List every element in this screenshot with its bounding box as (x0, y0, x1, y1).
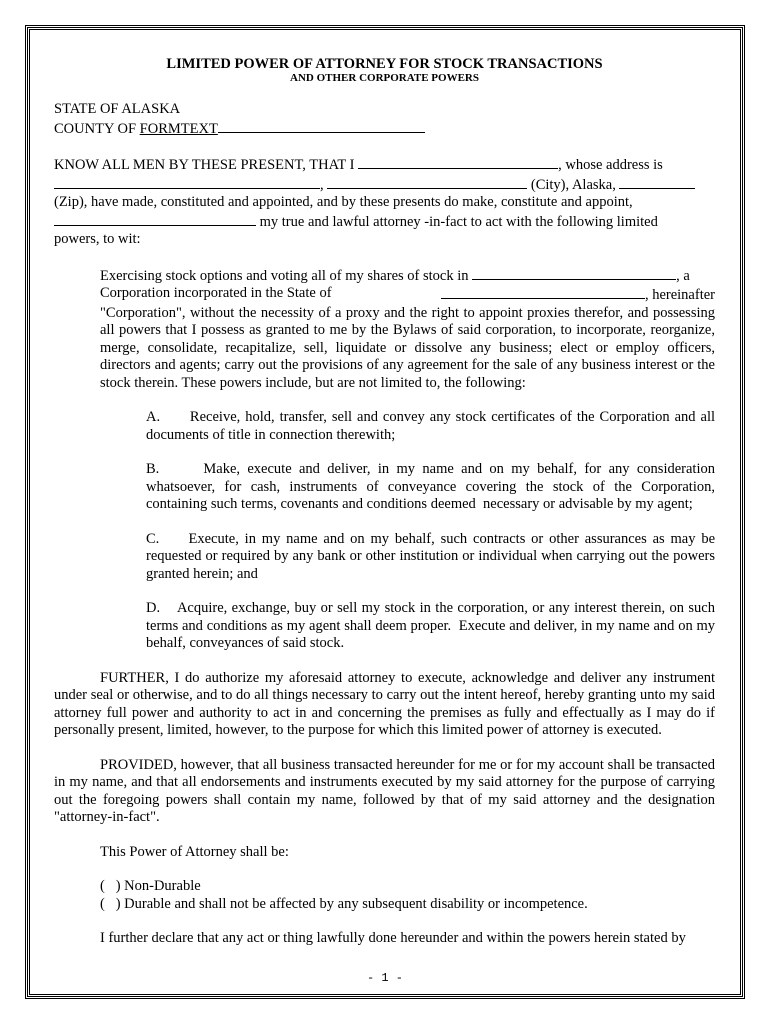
document-title: LIMITED POWER OF ATTORNEY FOR STOCK TRANSACTIONS (166, 56, 603, 72)
option-durable-label: ( ) Durable and shall not be affected by any subsequent disability or incompetence. (100, 895, 588, 912)
county-line (54, 119, 715, 139)
address-blank[interactable] (54, 175, 320, 189)
item-c: C. Execute, in my name and on my behalf, such contracts or other assurances as may be requested or required by any bank or other institution or individual when carrying out the powers granted herein; and (146, 530, 719, 582)
option-durable[interactable] (54, 896, 715, 914)
know-all-men-paragraph: KNOW ALL MEN BY THESE PRESENT, THAT I , whose address is , (City), Alaska, (Zip), have made, constituted and appointed, and by these presents do make, constitute and appoint, my true and lawful attorney -in-fact to act with the following limited powers, to wit: (54, 155, 715, 249)
this-power-line: This Power of Attorney shall be: (100, 843, 289, 860)
whose-address-text: , whose address is (558, 157, 663, 173)
corporation-name-blank[interactable] (472, 266, 676, 280)
option-non-durable-label: ( ) Non-Durable (100, 878, 201, 894)
know-lead: KNOW ALL MEN BY THESE PRESENT, THAT I (54, 157, 355, 173)
corp-line-end: , hereinafter (644, 287, 715, 303)
page-number: - 1 - (366, 971, 403, 985)
corp-line-start: Corporation incorporated in the State of (100, 285, 332, 301)
item-b: B. Make, execute and deliver, in my name and on my behalf, for any consideration whatsoever, for cash, instruments of conveyance covering the stock of the Corporation, containing such terms, covenants and conditions deemed necessary or advisable by my agent; (146, 461, 719, 512)
further-declare-line: I further declare that any act or thing lawfully done hereunder and within the powers herein stated by (100, 930, 686, 946)
city-alaska-text: (City), Alaska, (530, 176, 616, 193)
further-paragraph: FURTHER, I do authorize my aforesaid attorney to execute, acknowledge and deliver any instrument under seal or otherwise, and to do all things necessary to carry out the intent hereof, hereby granting unto my said attorney full power and authority to act in and concerning the premises as fully and effectually as I may do if personally present, limited, however, to the purpose for which this limited power of attorney is executed. (54, 669, 715, 738)
provided-paragraph: PROVIDED, however, that all business transacted hereunder for me or for my account shall be transacted in my name, and that all endorsements and instruments executed by my said attorney for the purpose of carrying out the foregoing powers shall contain my name, followed by that of my said attorney and the designation "attorney-in-fact". (54, 756, 715, 825)
zip-blank[interactable] (619, 175, 695, 189)
city-blank[interactable] (327, 175, 527, 189)
state-line: STATE OF ALASKA (54, 101, 181, 117)
county-field[interactable]: FORMTEXT (139, 120, 218, 137)
corp-a-text: , a (676, 267, 690, 284)
county-blank[interactable] (218, 119, 425, 133)
item-d: D. Acquire, exchange, buy or sell my stock in the corporation, or any interest therein, on such terms and conditions as my agent shall deem proper. Execute and deliver, in my name and on my behalf, conveyances of said stock. (146, 600, 719, 651)
option-non-durable[interactable] (54, 878, 715, 896)
corp-state-blank[interactable] (441, 285, 645, 299)
powers-text: powers, to wit: (54, 231, 141, 247)
corp-state-line (100, 285, 715, 305)
exercise-paragraph (54, 266, 715, 393)
attorney-text: my true and lawful attorney -in-fact to act with the following limited (259, 213, 658, 230)
corp-line-right (441, 285, 715, 305)
zip-text: (Zip), have made, constituted and appointed, and by these presents do make, constitute and appoint, (54, 194, 633, 210)
attorney-name-blank[interactable] (54, 212, 256, 226)
county-label: COUNTY OF (54, 120, 137, 137)
item-a: A. Receive, hold, transfer, sell and convey any stock certificates of the Corporation and all documents of title in connection therewith; (146, 409, 719, 443)
exercise-rest: "Corporation", without the necessity of a proxy and the right to appoint proxies therefor, and possessing all powers that I possess as granted to me by the Bylaws of said corporation, to incorporate, reorganize, merge, consolidate, recapitalize, sell, liquidate or dissolve any business; elect or employ officers, directors and agents; carry out the provisions of any agreement for the sale of any business interest or the stock therein. These powers include, but are not limited to, the following: (100, 304, 715, 391)
exercise-lead: Exercising stock options and voting all of my shares of stock in (100, 267, 469, 284)
name-blank[interactable] (358, 155, 558, 169)
document-subtitle: AND OTHER CORPORATE POWERS (290, 72, 479, 84)
document-body (54, 56, 719, 948)
